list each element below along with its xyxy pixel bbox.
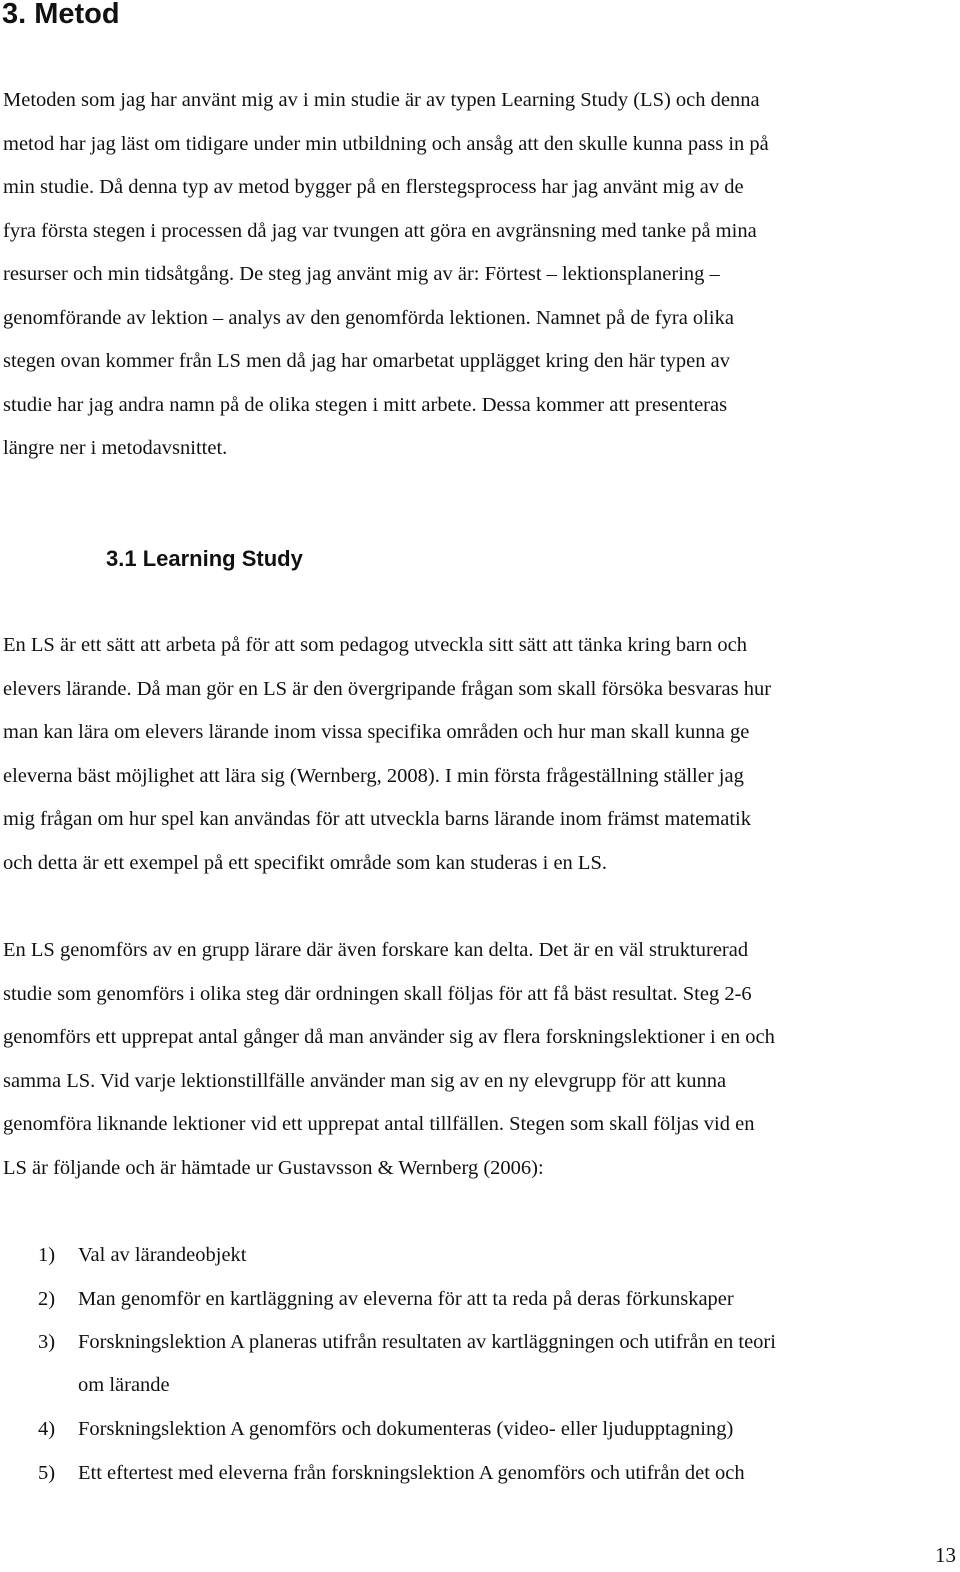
text-line: Metoden som jag har använt mig av i min studie är av typen Learning Study (LS) och denna bbox=[3, 89, 760, 111]
text-line: LS är följande och är hämtade ur Gustavsson & Wernberg (2006): bbox=[3, 1156, 544, 1179]
text-line: fyra första stegen i processen då jag var tvungen att göra en avgränsning med tanke på mina bbox=[3, 219, 757, 242]
list-text: Ett eftertest med eleverna från forskningslektion A genomförs och utifrån det och bbox=[78, 1462, 745, 1484]
page-number: 13 bbox=[935, 1543, 956, 1567]
list-text: Forskningslektion A genomförs och dokumenteras (video- eller ljudupptagning) bbox=[78, 1418, 734, 1440]
text-line: eleverna bäst möjlighet att lära sig (Wernberg, 2008). I min första frågeställning ställer jag bbox=[3, 764, 744, 787]
list-text: om lärande bbox=[78, 1374, 170, 1396]
list-text: Val av lärandeobjekt bbox=[78, 1244, 247, 1266]
list-number: 2) bbox=[38, 1288, 56, 1310]
list-number: 4) bbox=[38, 1418, 56, 1440]
section-heading: 3. Metod bbox=[2, 0, 120, 30]
list-text: Man genomför en kartläggning av eleverna för att ta reda på deras förkunskaper bbox=[78, 1288, 734, 1310]
subsection-heading: 3.1 Learning Study bbox=[106, 546, 303, 571]
text-line: resurser och min tidsåtgång. De steg jag använt mig av är: Förtest – lektionsplanering – bbox=[3, 263, 720, 285]
text-line: och detta är ett exempel på ett specifikt område som kan studeras i en LS. bbox=[3, 851, 607, 874]
text-line: stegen ovan kommer från LS men då jag har omarbetat upplägget kring den här typen av bbox=[3, 350, 730, 372]
text-line: studie har jag andra namn på de olika stegen i mitt arbete. Dessa kommer att presenteras bbox=[3, 393, 728, 416]
text-line: metod har jag läst om tidigare under min utbildning och ansåg att den skulle kunna pass in på bbox=[3, 132, 769, 155]
text-line: genomförande av lektion – analys av den genomförda lektionen. Namnet på de fyra olika bbox=[3, 306, 734, 329]
text-line: längre ner i metodavsnittet. bbox=[3, 437, 228, 459]
text-line: genomförs ett upprepat antal gånger då man använder sig av flera forskningslektioner i en och bbox=[3, 1026, 775, 1048]
text-line: En LS genomförs av en grupp lärare där även forskare kan delta. Det är en väl strukturerad bbox=[3, 939, 749, 961]
list-text: Forskningslektion A planeras utifrån resultaten av kartläggningen och utifrån en teori bbox=[78, 1331, 776, 1353]
list-number: 1) bbox=[38, 1244, 56, 1266]
text-line: genomföra liknande lektioner vid ett upprepat antal tillfällen. Stegen som skall följas vid en bbox=[3, 1113, 755, 1135]
text-line: man kan lära om elevers lärande inom vissa specifika områden och hur man skall kunna ge bbox=[3, 721, 750, 743]
text-line: elevers lärande. Då man gör en LS är den övergripande frågan som skall försöka besvaras hur bbox=[3, 677, 772, 700]
text-line: studie som genomförs i olika steg där ordningen skall följas för att få bäst resultat. Steg 2-6 bbox=[3, 982, 752, 1005]
text-line: En LS är ett sätt att arbeta på för att som pedagog utveckla sitt sätt att tänka kring barn och bbox=[3, 634, 748, 656]
text-line: mig frågan om hur spel kan användas för att utveckla barns lärande inom främst matematik bbox=[3, 808, 751, 830]
text-line: min studie. Då denna typ av metod bygger på en flerstegsprocess har jag använt mig av de bbox=[3, 176, 744, 198]
text-line: samma LS. Vid varje lektionstillfälle använder man sig av en ny elevgrupp för att kunna bbox=[3, 1069, 727, 1092]
list-number: 3) bbox=[38, 1331, 56, 1353]
list-number: 5) bbox=[38, 1462, 56, 1484]
